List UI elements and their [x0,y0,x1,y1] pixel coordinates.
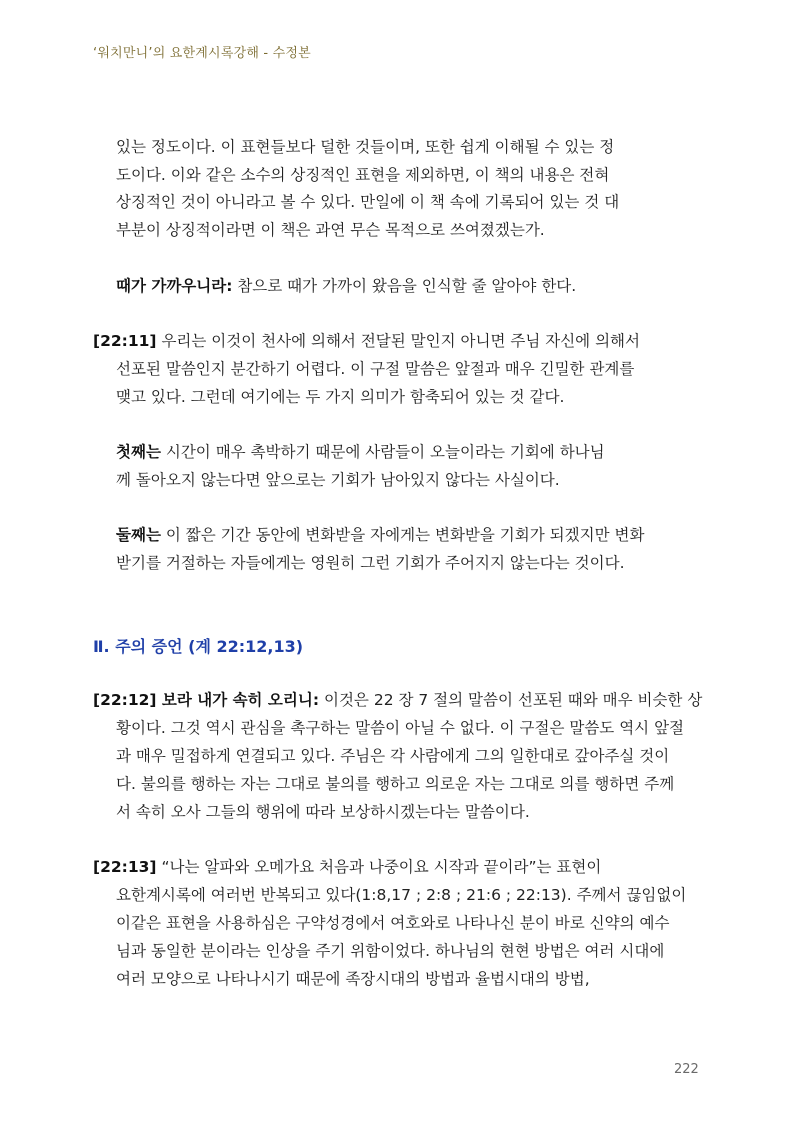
text-line: 요한계시록에 여러번 반복되고 있다(1:8,17 ; 2:8 ; 21:6 ; 22:13). 주께서 끊임없이 [116,886,687,904]
text-line: 상징적인 것이 아니라고 볼 수 있다. 만일에 이 책 속에 기록되어 있는 것 대 [116,193,620,211]
text-line: 과 매우 밀접하게 연결되고 있다. 주님은 각 사람에게 그의 일한대로 갚아주실 것이 [116,747,670,765]
text-line: 서 속히 오사 그들의 행위에 따라 보상하시겠는다는 말씀이다. [116,803,530,821]
text-line [116,276,576,296]
text-line: 도이다. 이와 같은 소수의 상징적인 표현을 제외하면, 이 책의 내용은 전혀 [116,166,610,184]
paragraph-label: 때가 가까우니라: [116,277,233,295]
text-line [116,525,644,545]
paragraph-text: 이 짧은 기간 동안에 변화받을 자에게는 변화받을 기회가 되겠지만 변화 [160,526,645,544]
text-line [93,331,640,351]
verse-reference: [22:11] [93,332,157,350]
text-line: 님과 동일한 분이라는 인상을 주기 위함이었다. 하나님의 현현 방법은 여러 시대에 [116,942,665,960]
verse-reference: [22:12] 보라 내가 속히 오리니: [93,691,320,709]
text-line [93,857,601,877]
text-line: 황이다. 그것 역시 관심을 촉구하는 말씀이 아닐 수 없다. 이 구절은 말씀도 역시 앞절 [116,719,685,737]
paragraph-text: “나는 알파와 오메가요 처음과 나중이요 시작과 끝이라”는 표현이 [156,858,602,876]
paragraph-text: 우리는 이것이 천사에 의해서 전달된 말인지 아니면 주님 자신에 의해서 [156,332,641,350]
text-line: 맺고 있다. 그런데 여기에는 두 가지 의미가 함축되어 있는 것 같다. [116,388,565,406]
text-line: 여러 모양으로 나타나시기 때문에 족장시대의 방법과 율법시대의 방법, [116,970,590,988]
paragraph-label: 둘째는 [116,526,161,544]
text-line: 께 돌아오지 않는다면 앞으로는 기회가 남아있지 않다는 사실이다. [116,471,560,489]
paragraph-label: 첫째는 [116,443,161,461]
running-header: ‘워치만니’의 요한계시록강해 - 수정본 [93,46,311,61]
text-line [116,442,605,462]
text-line: 이같은 표현을 사용하심은 구약성경에서 여호와로 나타나신 분이 바로 신약의 예수 [116,914,670,932]
text-line: 부분이 상징적이라면 이 책은 과연 무슨 목적으로 쓰여졌겠는가. [116,221,545,239]
paragraph-text: 시간이 매우 촉박하기 때문에 사람들이 오늘이라는 기회에 하나님 [160,443,605,461]
paragraph-text: 이것은 22 장 7 절의 말씀이 선포된 때와 매우 비슷한 상 [319,691,703,709]
text-line [93,690,702,710]
section-heading: Ⅱ. 주의 증언 (계 22:12,13) [93,637,304,656]
page-number: 222 [674,1062,699,1077]
paragraph-text: 참으로 때가 가까이 왔음을 인식할 줄 알아야 한다. [232,277,577,295]
text-line: 받기를 거절하는 자들에게는 영원히 그런 기회가 주어지지 않는다는 것이다. [116,554,625,572]
text-line: 있는 정도이다. 이 표현들보다 덜한 것들이며, 또한 쉽게 이해될 수 있는 정 [116,138,615,156]
verse-reference: [22:13] [93,858,157,876]
text-line: 다. 불의를 행하는 자는 그대로 불의를 행하고 의로운 자는 그대로 의를 행하면 주께 [116,775,675,793]
text-line: 선포된 말씀인지 분간하기 어렵다. 이 구절 말씀은 앞절과 매우 긴밀한 관계를 [116,360,635,378]
